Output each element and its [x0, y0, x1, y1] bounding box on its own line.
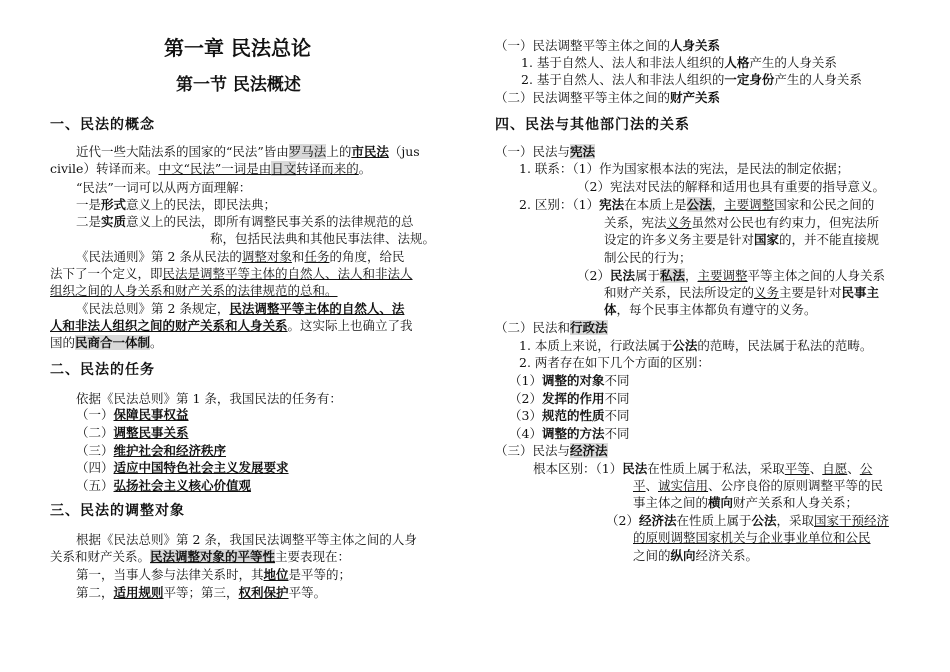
paragraph-line: 1. 基于自然人、法人和非法人组织的人格产生的人身关系 — [521, 55, 837, 70]
paragraph-line: （2）民法属于私法，主要调整平等主体之间的人身关系 — [577, 268, 886, 283]
paragraph-line: 根本区别：（1）民法在性质上属于私法，采取平等、自愿、公 — [533, 461, 873, 476]
task-item: （二）调整民事关系 — [76, 425, 189, 440]
task-item: （三）维护社会和经济秩序 — [76, 443, 227, 458]
paragraph-line: 《民法总则》第 2 条规定，民法调整平等主体的自然人、法 — [76, 301, 405, 316]
paragraph-line: （二）民法调整平等主体之间的财产关系 — [495, 90, 721, 105]
paragraph-line: 法下了一个定义，即民法是调整平等主体的自然人、法人和非法人 — [50, 266, 413, 281]
paragraph-line: （一）民法调整平等主体之间的人身关系 — [495, 38, 721, 53]
chapter-title: 第一章 民法总论 — [164, 36, 311, 60]
task-item: （一）保障民事权益 — [76, 407, 189, 422]
difference-item: （3）规范的性质不同 — [509, 408, 630, 423]
paragraph-line: 根据《民法总则》第 2 条，我国民法调整平等主体之间的人身 — [76, 532, 417, 547]
paragraph-line: 平、诚实信用、公序良俗的原则调整平等的民 — [633, 478, 884, 493]
paragraph-line: 一是形式意义上的民法，即民法典； — [76, 197, 277, 212]
paragraph-line: “民法”一词可以从两方面理解： — [76, 180, 252, 195]
paragraph-line: 和财产关系，民法所设定的义务主要是针对民事主 — [604, 285, 880, 300]
paragraph-line: 《民法通则》第 2 条从民法的调整对象和任务的角度，给民 — [76, 249, 405, 264]
paragraph-line: 依据《民法总则》第 1 条，我国民法的任务有： — [76, 391, 342, 406]
paragraph-line: 1. 本质上来说，行政法属于公法的范畴，民法属于私法的范畴。 — [519, 338, 873, 353]
task-item: （五）弘扬社会主义核心价值观 — [76, 478, 252, 493]
subsection-title: （二）民法和行政法 — [495, 320, 608, 335]
paragraph-line: 的原则调整国家机关与企业事业单位和公民 — [633, 530, 871, 545]
paragraph-line: 设定的许多义务主要是针对国家的，并不能直接规 — [604, 232, 880, 247]
paragraph-line: 2. 基于自然人、法人和非法人组织的一定身份产生的人身关系 — [521, 72, 862, 87]
difference-item: （1）调整的对象不同 — [509, 373, 630, 388]
paragraph-line: 近代一些大陆法系的国家的“民法”皆由罗马法上的市民法（jus — [76, 144, 420, 159]
subsection-title: （一）民法与宪法 — [495, 144, 596, 159]
paragraph-line: 国的民商合一体制。 — [50, 335, 163, 350]
paragraph-line: （2）经济法在性质上属于公法，采取国家干预经济 — [606, 513, 890, 528]
difference-item: （2）发挥的作用不同 — [509, 391, 630, 406]
paragraph-line: 制公民的行为； — [604, 250, 692, 265]
paragraph-line: 组织之间的人身关系和财产关系的法律规范的总和。 — [50, 283, 338, 298]
heading-concept: 一、民法的概念 — [50, 117, 155, 133]
paragraph-line: 第一，当事人参与法律关系时，其地位是平等的； — [76, 567, 352, 582]
paragraph-line: 二是实质意义上的民法，即所有调整民事关系的法律规范的总 — [76, 214, 414, 229]
paragraph-line: civile）转译而来。中文“民法”一词是由日文转译而来的。 — [50, 161, 372, 176]
paragraph-line: 称，包括民法典和其他民事法律、法规。 — [210, 231, 436, 246]
subsection-title: （三）民法与经济法 — [495, 443, 608, 458]
paragraph-line: 2. 两者存在如下几个方面的区别： — [519, 355, 710, 370]
paragraph-line: 关系和财产关系。民法调整对象的平等性主要表现在： — [50, 549, 351, 564]
paragraph-line: 之间的纵向经济关系。 — [633, 548, 759, 563]
paragraph-line: （2）宪法对民法的解释和适用也具有重要的指导意义。 — [577, 179, 885, 194]
heading-relations: 四、民法与其他部门法的关系 — [495, 117, 690, 133]
paragraph-line: 第二，适用规则平等；第三，权利保护平等。 — [76, 585, 327, 600]
paragraph-line: 2. 区别：（1）宪法在本质上是公法，主要调整国家和公民之间的 — [519, 197, 875, 212]
section-title: 第一节 民法概述 — [176, 75, 301, 95]
difference-item: （4）调整的方法不同 — [509, 426, 630, 441]
heading-tasks: 二、民法的任务 — [50, 362, 155, 378]
heading-object: 三、民法的调整对象 — [50, 503, 185, 519]
paragraph-line: 事主体之间的横向财产关系和人身关系； — [633, 495, 859, 510]
paragraph-line: 1. 联系：（1）作为国家根本法的宪法，是民法的制定依据； — [519, 161, 850, 176]
task-item: （四）适应中国特色社会主义发展要求 — [76, 460, 289, 475]
paragraph-line: 人和非法人组织之间的财产关系和人身关系。这实际上也确立了我 — [50, 318, 413, 333]
paragraph-line: 关系，宪法义务虽然对公民也有约束力，但宪法所 — [604, 215, 880, 230]
paragraph-line: 体，每个民事主体都负有遵守的义务。 — [604, 302, 817, 317]
